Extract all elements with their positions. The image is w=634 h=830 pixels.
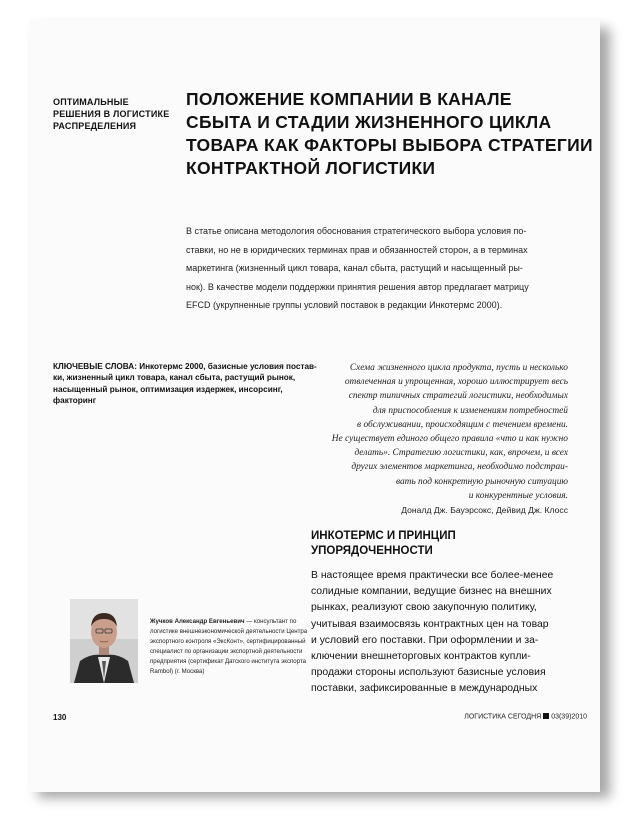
keywords-line: насыщенный рынок, оптимизация издержек, инсорсинг, bbox=[53, 384, 283, 394]
journal-footer bbox=[464, 713, 587, 721]
quote-line: других элементов маркетинга, необходимо подстраи- bbox=[351, 462, 568, 473]
section-label-line: РЕШЕНИЯ В ЛОГИСТИКЕ bbox=[53, 109, 170, 119]
author-name: Жучков Александр Евгеньевич bbox=[150, 618, 245, 625]
keywords-line: ки, жизненный цикл товара, канал сбыта, растущий рынок, bbox=[53, 373, 296, 383]
abstract-line: ставки, но не в юридических терминах прав и обязанностей сторон, а в терминах bbox=[186, 244, 528, 255]
body-line: продажи стороны используют базисные условия bbox=[311, 667, 546, 679]
issue-number: 03(39)2010 bbox=[551, 713, 587, 721]
quote-line: в обслуживании, происходящим с течением времени. bbox=[357, 419, 568, 430]
keywords bbox=[53, 361, 317, 407]
quote-line: Не существует единого общего правила «что и как нужно bbox=[331, 434, 568, 445]
abstract bbox=[186, 222, 566, 315]
author-photo bbox=[70, 599, 138, 683]
body-line: солидные компании, ведущие бизнес на внешних bbox=[311, 586, 552, 598]
author-bio-line: специалист по организации экспортной деятельности bbox=[150, 648, 303, 655]
body-line: поставки, зафиксированные в международных bbox=[311, 683, 538, 695]
section-heading bbox=[311, 529, 571, 559]
quote-line: вать под конкретную рыночную ситуацию bbox=[395, 476, 568, 487]
abstract-line: В статье описана методология обоснования стратегического выбора условия по- bbox=[186, 226, 527, 236]
quote-line: делать». Стратегию логистики, как, впрочем, и всех bbox=[354, 448, 568, 459]
author-bio-line: экспортного контроля «ЭксКонт», сертифицированный bbox=[150, 638, 306, 645]
section-label bbox=[53, 96, 173, 132]
quote-author: Доналд Дж. Бауэрсокс, Дейвид Дж. Клосс bbox=[401, 505, 568, 516]
author-bio-line: Rambol) (г. Москва) bbox=[150, 668, 205, 675]
section-label-line: РАСПРЕДЕЛЕНИЯ bbox=[53, 121, 137, 131]
section-heading-line: УПОРЯДОЧЕННОСТИ bbox=[311, 545, 433, 557]
title-line: ТОВАРА КАК ФАКТОРЫ ВЫБОРА СТРАТЕГИИ bbox=[186, 135, 593, 155]
quote-line: и конкурентные условия. bbox=[468, 490, 568, 501]
abstract-line: нок). В качестве модели поддержки принятия решения автор предлагает матрицу bbox=[186, 281, 529, 292]
body-line: и условий его поставки. При оформлении и за- bbox=[311, 634, 539, 646]
square-bullet-icon bbox=[543, 713, 549, 719]
author-bio bbox=[150, 617, 308, 677]
quote-line: Схема жизненного цикла продукта, пусть и несколько bbox=[349, 363, 568, 373]
quote-line: отвлеченная и упрощенная, хорошо иллюстрирует весь bbox=[344, 377, 568, 388]
author-bio-line: предприятия (сертификат Датского института экспорта bbox=[150, 658, 307, 665]
article-title bbox=[186, 88, 593, 180]
body-line: учитывая взаимосвязь контрактных цен на товар bbox=[311, 618, 549, 630]
author-portrait-image bbox=[70, 599, 138, 683]
body-line: рынках, реализуют свою закупочную политику, bbox=[311, 602, 537, 614]
title-line: СБЫТА И СТАДИИ ЖИЗНЕННОГО ЦИКЛА bbox=[186, 112, 552, 132]
quote-line: спектр типичных стратегий логистики, необходимых bbox=[348, 391, 568, 402]
keywords-line: факторинг bbox=[53, 396, 97, 406]
abstract-line: маркетинга (жизненный цикл товара, канал сбыта, растущий и насыщенный ры- bbox=[186, 263, 523, 274]
section-label-line: ОПТИМАЛЬНЫЕ bbox=[53, 97, 129, 107]
epigraph-quote bbox=[296, 361, 568, 517]
abstract-line: EFCD (укрупненные группы условий поставок в редакции Инкотермс 2000). bbox=[186, 300, 503, 311]
body-text bbox=[311, 568, 573, 698]
page-number: 130 bbox=[53, 713, 67, 722]
body-line: ключении внешнеторговых контрактов купли- bbox=[311, 651, 531, 663]
title-line: КОНТРАКТНОЙ ЛОГИСТИКИ bbox=[186, 158, 436, 178]
body-line: В настоящее время практически все более-менее bbox=[311, 570, 554, 581]
journal-name: ЛОГИСТИКА СЕГОДНЯ bbox=[464, 713, 542, 721]
author-bio-line: логистике внешнеэкономической деятельности Центра bbox=[150, 628, 308, 635]
quote-line: для приспособления к изменениям потребностей bbox=[372, 405, 568, 416]
title-line: ПОЛОЖЕНИЕ КОМПАНИИ В КАНАЛЕ bbox=[186, 89, 512, 109]
author-bio-first-line bbox=[150, 617, 300, 627]
keywords-line: КЛЮЧЕВЫЕ СЛОВА: Инкотермс 2000, базисные условия постав- bbox=[53, 362, 317, 371]
section-heading-line: ИНКОТЕРМС И ПРИНЦИП bbox=[311, 530, 456, 542]
author-bio-line: — консультант по bbox=[244, 618, 297, 625]
